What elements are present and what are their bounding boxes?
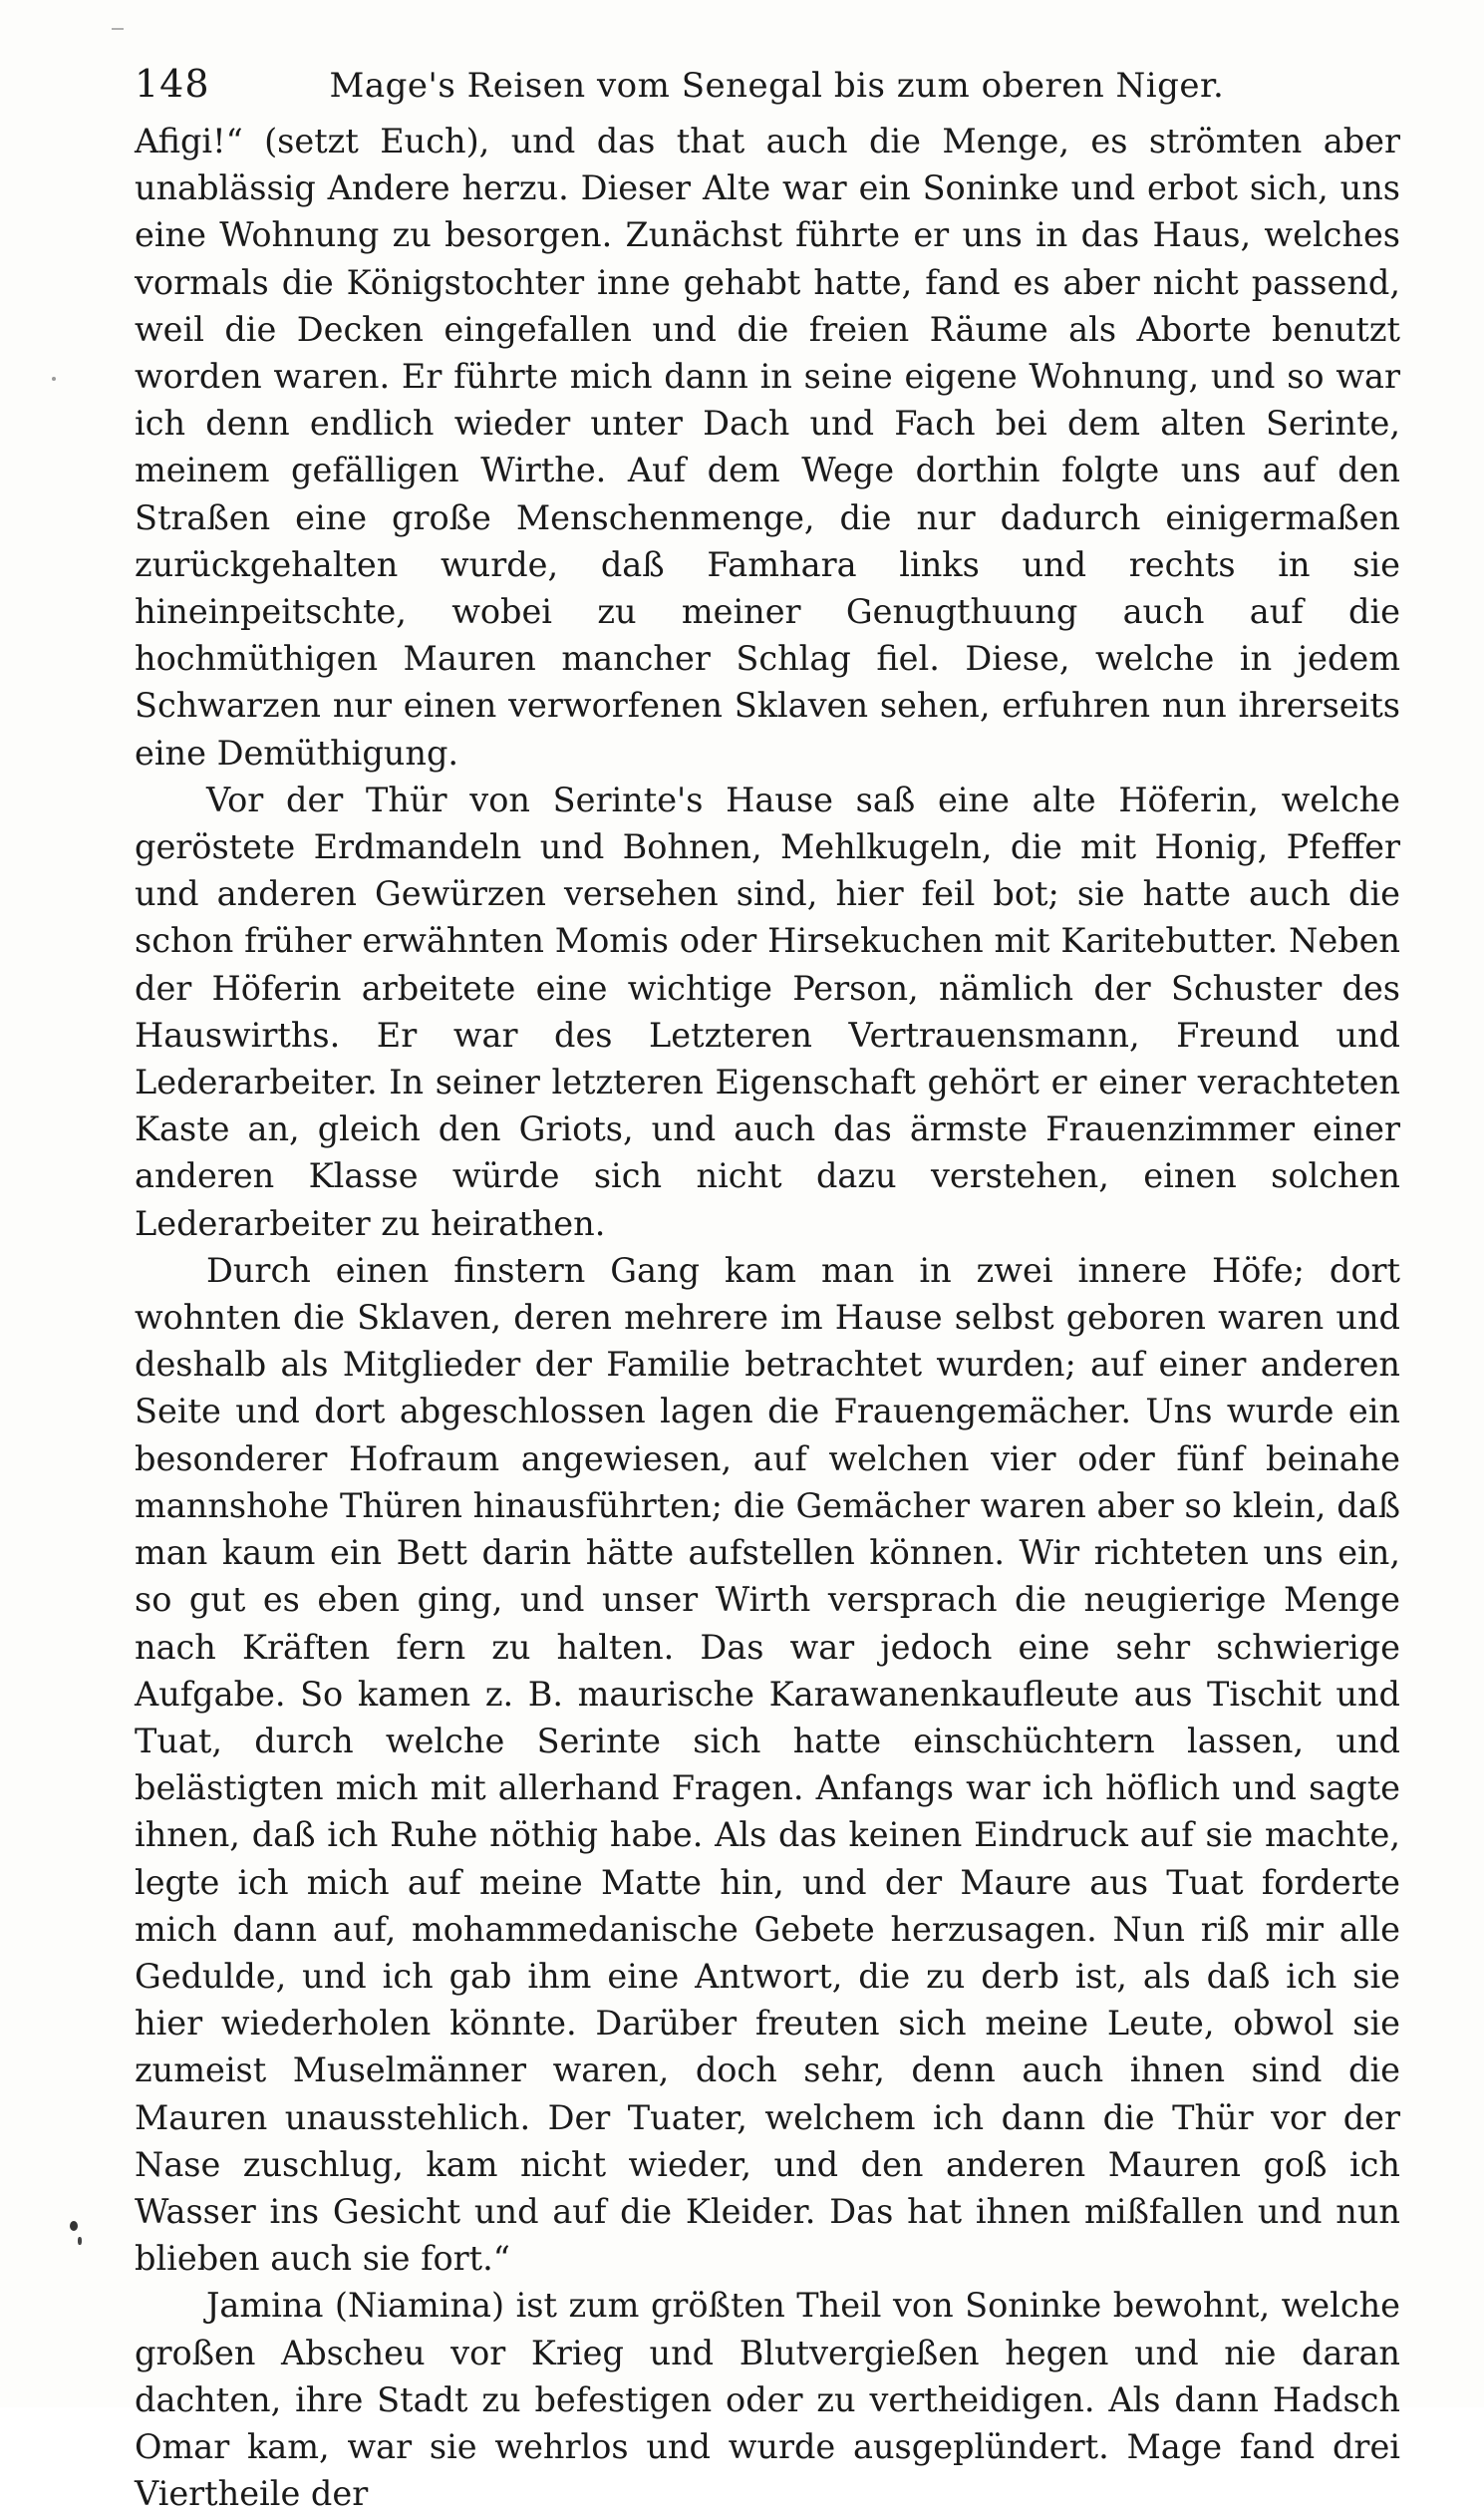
paragraph: Afigi!“ (setzt Euch), und das that auch die Menge, es strömten aber unablässig Andere herzu. Dieser Alte war ein Soninke und erbot sich, uns eine Wohnung zu besorgen. Zunächst führte er uns in das Haus, welches vormals die Königstochter inne gehabt hatte, fand es aber nicht passend, weil die Decken eingefallen und die freien Räume als Aborte benutzt worden waren. Er führte mich dann in seine eigene Wohnung, und so war ich denn endlich wieder unter Dach und Fach bei dem alten Serinte, meinem gefälligen Wirthe. Auf dem Wege dorthin folgte uns auf den Straßen eine große Menschenmenge, die nur dadurch einigermaßen zurückgehalten wurde, daß Famhara links und rechts in sie hineinpeitschte, wobei zu meiner Genugthuung auch auf die hochmüthigen Mauren mancher Schlag fiel. Diese, welche in jedem Schwarzen nur einen verworfenen Sklaven sehen, erfuhren nun ihrerseits eine Demüthigung. (135, 122, 1400, 773)
paragraph: Durch einen finstern Gang kam man in zwei innere Höfe; dort wohnten die Sklaven, deren mehrere im Hause selbst geboren waren und deshalb als Mitglieder der Familie betrachtet wurden; auf einer anderen Seite und dort abgeschlossen lagen die Frauengemächer. Uns wurde ein besonderer Hofraum angewiesen, auf welchen vier oder fünf beinahe mannshohe Thüren hinausführten; die Gemächer waren aber so klein, daß man kaum ein Bett darin hätte aufstellen können. Wir richteten uns ein, so gut es eben ging, und unser Wirth versprach die neugierige Menge nach Kräften fern zu halten. Das war jedoch eine sehr schwierige Aufgabe. So kamen z. B. maurische Karawanenkaufleute aus Tischit und Tuat, durch welche Serinte sich hatte einschüchtern lassen, und belästigten mich mit allerhand Fragen. Anfangs war ich höflich und sagte ihnen, daß ich Ruhe nöthig habe. Als das keinen Eindruck auf sie machte, legte ich mich auf meine Matte hin, und der Maure aus Tuat forderte mich dann auf, mohammedanische Gebete herzusagen. Nun riß mir alle Gedulde, und ich gab ihm eine Antwort, die zu derb ist, als daß ich sie hier wiederholen könnte. Darüber freuten sich meine Leute, obwol sie zumeist Muselmänner waren, doch sehr, denn auch ihnen sind die Mauren unausstehlich. Der Tuater, welchem ich dann die Thür vor der Nase zuschlug, kam nicht wieder, und den anderen Mauren goß ich Wasser ins Gesicht und auf die Kleider. Das hat ihnen mißfallen und nun blieben auch sie fort.“ (135, 1250, 1400, 2279)
paragraph: Vor der Thür von Serinte's Hause saß eine alte Höferin, welche geröstete Erdmandeln und Bohnen, Mehlkugeln, die mit Honig, Pfeffer und anderen Gewürzen versehen sind, hier feil bot; sie hatte auch die schon früher erwähnten Momis oder Hirsekuchen mit Karitebutter. Neben der Höferin arbeitete eine wichtige Person, nämlich der Schuster des Hauswirths. Er war des Letzteren Vertrauensmann, Freund und Lederarbeiter. In seiner letzteren Eigenschaft gehört er einer verachteten Kaste an, gleich den Griots, und auch das ärmste Frauenzimmer einer anderen Klasse würde sich nicht dazu verstehen, einen solchen Lederarbeiter zu heirathen. (135, 780, 1400, 1243)
margin-speck (52, 377, 56, 381)
page-number: 148 (135, 62, 210, 106)
body-text (135, 118, 1400, 2517)
running-head: Mage's Reisen vom Senegal bis zum oberen Niger. (329, 66, 1225, 106)
margin-mark (112, 28, 124, 30)
paragraph: Jamina (Niamina) ist zum größten Theil von Soninke bewohnt, welche großen Abscheu vor Krieg und Blutvergießen hegen und nie daran dachten, ihre Stadt zu befestigen oder zu vertheidigen. Als dann Hadsch Omar kam, war sie wehrlos und wurde ausgeplündert. Mage fand drei Viertheile der (135, 2286, 1400, 2514)
ink-blot (78, 2237, 82, 2245)
ink-blot (70, 2221, 78, 2231)
page-header (135, 62, 1301, 106)
